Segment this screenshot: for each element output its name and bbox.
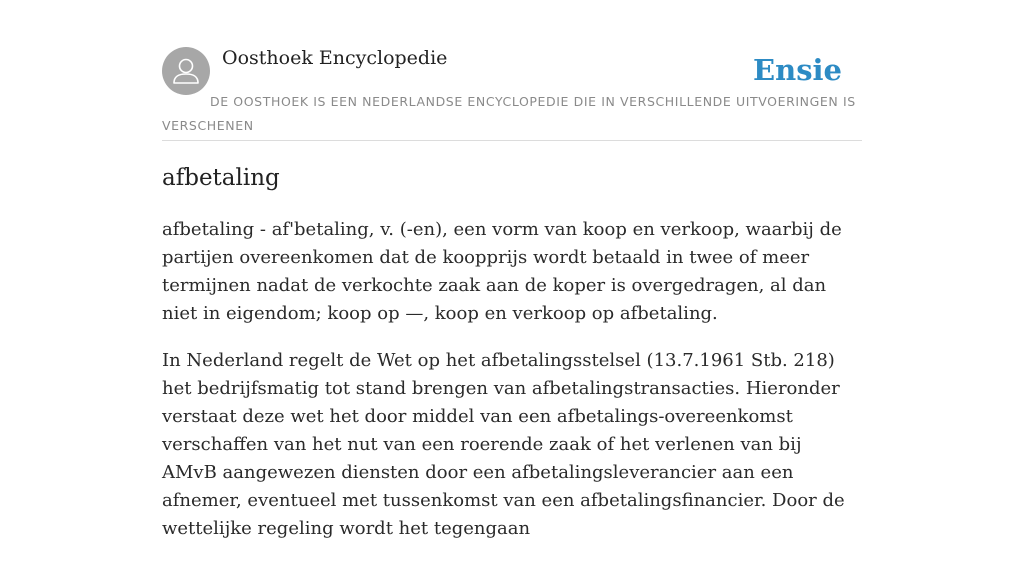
article-paragraph: afbetaling - af'betaling, v. (-en), een vorm van koop en verkoop, waarbij de partijen overeenkomen dat de koopprijs wordt betaald in twee of meer termijnen nadat de verkochte zaak aan de koper is overgedragen, al dan niet in eigendom; koop op —, koop en verkoop op afbetaling. <box>162 219 842 324</box>
article-title: afbetaling <box>162 165 280 191</box>
article-body <box>162 216 862 562</box>
brand-logo[interactable]: Ensie <box>753 53 842 87</box>
article-paragraph: In Nederland regelt de Wet op het afbetalingsstelsel (13.7.1961 Stb. 218) het bedrijfsmatig tot stand brengen van afbetalingstransacties. Hieronder verstaat deze wet het door middel van een afbetalings-overeenkomst verschaffen van het nut van een roerende zaak of het verlenen van bij AMvB aangewezen diensten door een afbetalingsleverancier aan een afnemer, eventueel met tussenkomst van een afbetalingsfinancier. Door de wettelijke regeling wordt het tegengaan <box>162 350 845 539</box>
source-name[interactable]: Oosthoek Encyclopedie <box>222 47 448 69</box>
user-icon[interactable] <box>162 47 210 95</box>
source-tagline: DE OOSTHOEK IS EEN NEDERLANDSE ENCYCLOPEDIE DIE IN VERSCHILLENDE UITVOERINGEN IS VERSCHENEN <box>162 94 856 133</box>
source-header <box>162 46 862 141</box>
